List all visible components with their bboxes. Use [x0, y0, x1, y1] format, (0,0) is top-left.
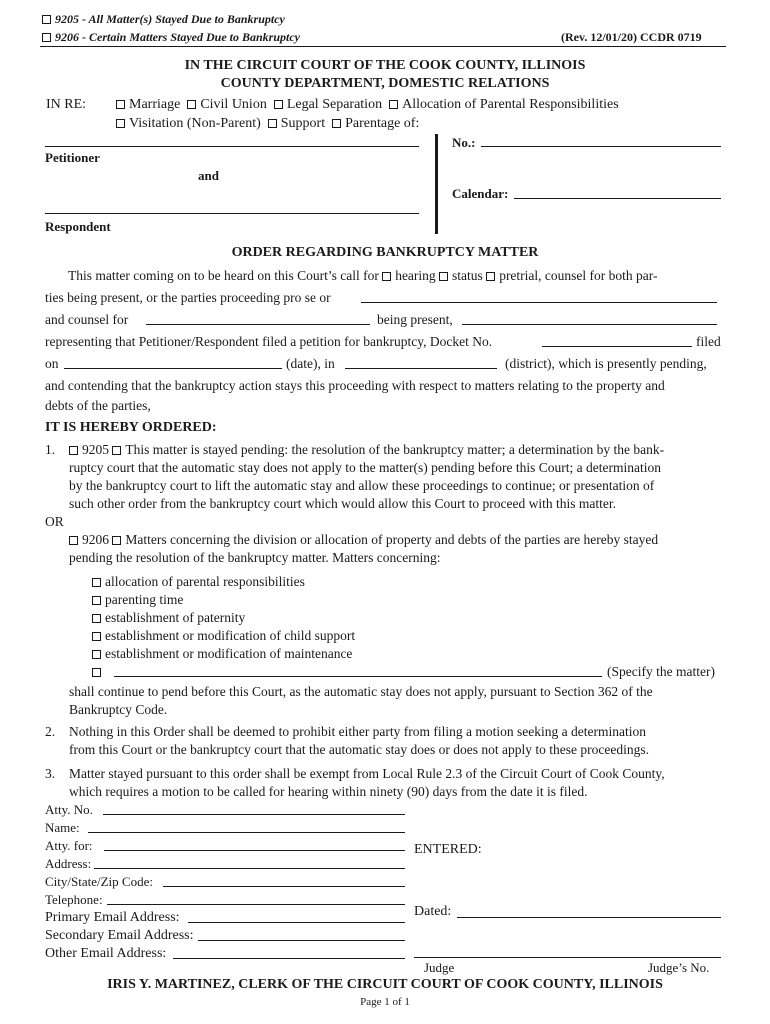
entered-label: ENTERED: [414, 842, 482, 857]
judge-signature-line[interactable] [414, 957, 721, 958]
filed-date-field[interactable] [64, 368, 282, 369]
case-number-label: No.: [452, 135, 476, 150]
atty-city-label: City/State/Zip Code: [45, 874, 153, 889]
matter-parental-responsibilities: allocation of parental responsibilities [92, 574, 305, 590]
court-heading: IN THE CIRCUIT COURT OF THE COOK COUNTY, ILLINOIS [184, 58, 586, 73]
atty-no-label: Atty. No. [45, 802, 93, 817]
item-1-line-3: by the bankruptcy court to lift the automatic stay and allow these proceedings to continue; or presentation of [69, 478, 655, 493]
matter-other [92, 664, 105, 680]
matter-parenting-time: parenting time [92, 592, 183, 608]
checkbox-civil-union[interactable] [187, 100, 196, 109]
checkbox-marriage[interactable] [116, 100, 125, 109]
atty-for-label: Atty. for: [45, 838, 93, 853]
item-3-number: 3. [45, 766, 56, 781]
atty-address-label: Address: [45, 856, 92, 871]
dated-field[interactable] [457, 917, 721, 918]
intro-district: (district), which is presently pending, [505, 356, 707, 371]
item-1-number: 1. [45, 442, 56, 457]
atty-city-field[interactable] [163, 886, 405, 887]
caption-divider [435, 134, 438, 234]
docket-number-field[interactable] [542, 346, 692, 347]
checkbox-9206[interactable] [42, 33, 51, 42]
primary-email-field[interactable] [188, 922, 405, 923]
atty-address-field[interactable] [94, 868, 405, 869]
matter-maintenance: establishment or modification of maintenance [92, 646, 352, 662]
checkbox-pretrial[interactable] [486, 272, 495, 281]
case-number-field[interactable] [481, 146, 721, 147]
pro-se-field[interactable] [361, 302, 717, 303]
judge-number-label: Judge’s No. [648, 960, 710, 975]
respondent-label: Respondent [45, 219, 111, 234]
item-3-line-1: Matter stayed pursuant to this order shall be exempt from Local Rule 2.3 of the Circuit Court of Cook County, [69, 766, 665, 781]
checkbox-hearing[interactable] [382, 272, 391, 281]
atty-telephone-label: Telephone: [45, 892, 103, 907]
checkbox-paternity[interactable] [92, 614, 101, 623]
item-1b-line-1: 9206 Matters concerning the division or allocation of property and debts of the parties are hereby stayed [69, 532, 658, 548]
intro-line-4: representing that Petitioner/Respondent filed a petition for bankruptcy, Docket No. [45, 334, 493, 349]
intro-line-7: debts of the parties, [45, 398, 151, 413]
counsel-for-field[interactable] [146, 324, 370, 325]
petitioner-label: Petitioner [45, 150, 100, 165]
other-email-field[interactable] [173, 958, 405, 959]
checkbox-9205[interactable] [42, 15, 51, 24]
item-1-line-1: 9205 This matter is stayed pending: the resolution of the bankruptcy matter; a determination by the bank- [69, 442, 664, 458]
item-1b-continue-2: Bankruptcy Code. [69, 702, 168, 717]
form-code-9206: 9206 - Certain Matters Stayed Due to Bankruptcy [42, 30, 300, 45]
checkbox-allocation-parental[interactable] [389, 100, 398, 109]
checkbox-parenting-time[interactable] [92, 596, 101, 605]
case-type-row-2: Visitation (Non-Parent) Support Parentage of: [116, 116, 419, 132]
calendar-label: Calendar: [452, 186, 509, 201]
and-label: and [198, 168, 219, 183]
other-email-label: Other Email Address: [45, 946, 167, 961]
form-code-9205: 9205 - All Matter(s) Stayed Due to Bankruptcy [42, 12, 285, 27]
checkbox-parentage[interactable] [332, 119, 341, 128]
checkbox-maintenance[interactable] [92, 650, 101, 659]
checkbox-support[interactable] [268, 119, 277, 128]
header-divider [40, 46, 726, 47]
checkbox-child-support[interactable] [92, 632, 101, 641]
judge-label: Judge [424, 960, 455, 975]
intro-on: on [45, 356, 59, 371]
specify-matter-field[interactable] [114, 676, 602, 677]
matter-child-support: establishment or modification of child support [92, 628, 355, 644]
clerk-footer: IRIS Y. MARTINEZ, CLERK OF THE CIRCUIT COURT OF COOK COUNTY, ILLINOIS [107, 977, 663, 992]
checkbox-item-9206[interactable] [69, 536, 78, 545]
specify-matter-label: (Specify the matter) [607, 664, 715, 679]
petitioner-line[interactable] [45, 146, 419, 147]
calendar-field[interactable] [514, 198, 721, 199]
checkbox-item-9206-b[interactable] [112, 536, 121, 545]
atty-for-field[interactable] [104, 850, 405, 851]
intro-line-1: This matter coming on to be heard on this Court’s call for hearing status pretrial, counsel for both par- [68, 268, 658, 283]
primary-email-label: Primary Email Address: [45, 910, 180, 925]
checkbox-parental-responsibilities[interactable] [92, 578, 101, 587]
item-3-line-2: which requires a motion to be called for hearing within ninety (90) days from the date it is filed. [69, 784, 588, 799]
intro-filed: filed [696, 334, 721, 349]
intro-line-3: and counsel for [45, 312, 129, 327]
dated-label: Dated: [414, 904, 452, 919]
item-1-line-2: ruptcy court that the automatic stay does not apply to the matter(s) pending before this Court; a determination [69, 460, 661, 475]
intro-line-2: ties being present, or the parties proceeding pro se or [45, 290, 331, 305]
in-re-label: IN RE: [46, 97, 87, 112]
atty-name-label: Name: [45, 820, 80, 835]
item-2-number: 2. [45, 724, 56, 739]
item-1-line-4: such other order from the bankruptcy court which would allow this Court to proceed with this matter. [69, 496, 617, 511]
ordered-heading: IT IS HEREBY ORDERED: [45, 420, 217, 435]
respondent-line[interactable] [45, 213, 419, 214]
checkbox-status[interactable] [439, 272, 448, 281]
secondary-email-field[interactable] [198, 940, 405, 941]
atty-name-field[interactable] [88, 832, 405, 833]
form-revision: (Rev. 12/01/20) CCDR 0719 [561, 30, 702, 44]
intro-date-in: (date), in [286, 356, 335, 371]
order-title: ORDER REGARDING BANKRUPTCY MATTER [231, 245, 539, 260]
checkbox-item-9205[interactable] [69, 446, 78, 455]
page-number: Page 1 of 1 [360, 996, 410, 1008]
being-present-field[interactable] [462, 324, 717, 325]
item-1b-line-2: pending the resolution of the bankruptcy matter. Matters concerning: [69, 550, 441, 565]
item-1b-continue-1: shall continue to pend before this Court, as the automatic stay does not apply, pursuant to Section 362 of the [69, 684, 653, 699]
or-label: OR [45, 514, 64, 529]
item-2-line-1: Nothing in this Order shall be deemed to prohibit either party from filing a motion seeking a determination [69, 724, 646, 739]
case-type-row-1: Marriage Civil Union Legal Separation Allocation of Parental Responsibilities [116, 97, 619, 113]
atty-no-field[interactable] [103, 814, 405, 815]
court-department: COUNTY DEPARTMENT, DOMESTIC RELATIONS [220, 76, 550, 91]
matter-paternity: establishment of paternity [92, 610, 245, 626]
checkbox-other-matter[interactable] [92, 668, 101, 677]
atty-telephone-field[interactable] [107, 904, 405, 905]
item-2-line-2: from this Court or the bankruptcy court that the automatic stay does or does not apply to these proceedings. [69, 742, 649, 757]
district-field[interactable] [345, 368, 497, 369]
secondary-email-label: Secondary Email Address: [45, 928, 194, 943]
checkbox-visitation[interactable] [116, 119, 125, 128]
intro-line-6: and contending that the bankruptcy action stays this proceeding with respect to matters relating to the property and [45, 378, 665, 393]
checkbox-item-9205-b[interactable] [112, 446, 121, 455]
intro-being-present: being present, [377, 312, 453, 327]
checkbox-legal-separation[interactable] [274, 100, 283, 109]
